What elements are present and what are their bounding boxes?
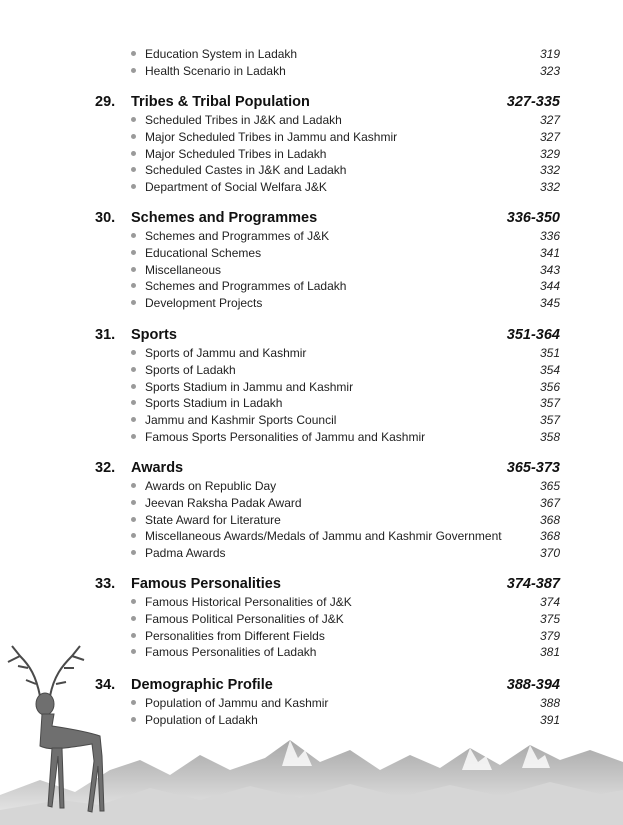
toc-entry <box>0 395 623 412</box>
bullet-icon <box>131 400 136 405</box>
toc-entry <box>0 495 623 512</box>
chapter-heading <box>0 208 623 228</box>
toc-entry <box>0 278 623 295</box>
toc-entry <box>0 345 623 362</box>
entry-title: Major Scheduled Tribes in Jammu and Kashmir <box>145 129 398 144</box>
bullet-icon <box>131 167 136 172</box>
entry-title: Education System in Ladakh <box>145 47 298 61</box>
entry-page-number: 367 <box>539 495 560 510</box>
bullet-icon <box>131 417 136 422</box>
toc-entry <box>0 262 623 279</box>
entry-title: Sports Stadium in Jammu and Kashmir <box>145 379 354 394</box>
entry-title: Jeevan Raksha Padak Award <box>145 495 302 510</box>
entry-page-number: 341 <box>539 245 560 260</box>
toc-entry <box>0 429 623 446</box>
entry-page-number: 332 <box>539 180 560 195</box>
entry-title: Schemes and Programmes of Ladakh <box>145 279 347 294</box>
toc-entry <box>0 245 623 262</box>
entry-title: Sports Stadium in Ladakh <box>145 396 283 411</box>
toc-entry <box>0 545 623 562</box>
toc-entry <box>0 512 623 529</box>
entry-title: Famous Political Personalities of J&K <box>145 611 344 626</box>
entry-page-number: 388 <box>539 696 560 710</box>
bullet-icon <box>131 483 136 488</box>
chapter-title: Sports <box>131 327 177 343</box>
entry-page-number: 365 <box>539 479 560 493</box>
entry-page-number: 358 <box>539 430 560 444</box>
toc-entry <box>0 228 623 245</box>
chapter-page-range: 374-387 <box>506 576 560 592</box>
bullet-icon <box>131 550 136 555</box>
entry-title: Sports of Ladakh <box>145 362 236 377</box>
entry-title: Miscellaneous Awards/Medals of Jammu and Kashmir Government <box>145 529 502 544</box>
bullet-icon <box>131 250 136 255</box>
entry-title: Educational Schemes <box>145 245 262 260</box>
chapter-page-range: 365-373 <box>506 460 560 476</box>
stag-illustration <box>0 636 120 825</box>
toc-entry <box>0 162 623 179</box>
bullet-icon <box>131 350 136 355</box>
entry-title: Personalities from Different Fields <box>145 628 325 643</box>
entry-title: Awards on Republic Day <box>145 479 277 493</box>
bullet-icon <box>131 134 136 139</box>
entry-title: Scheduled Tribes in J&K and Ladakh <box>145 113 342 127</box>
bullet-icon <box>131 517 136 522</box>
chapter-heading <box>0 574 623 594</box>
chapter-title: Tribes & Tribal Population <box>131 94 310 110</box>
toc-entry <box>0 46 623 63</box>
bullet-icon <box>131 649 136 654</box>
entry-page-number: 368 <box>539 512 560 527</box>
entry-page-number: 343 <box>539 262 560 277</box>
entry-page-number: 381 <box>539 645 560 660</box>
toc-entry <box>0 528 623 545</box>
bullet-icon <box>131 267 136 272</box>
entry-page-number: 319 <box>539 47 560 61</box>
toc-entry <box>0 412 623 429</box>
toc-entry <box>0 63 623 80</box>
chapter-number: 30. <box>95 210 116 226</box>
chapter-heading <box>0 458 623 478</box>
entry-title: Population of Ladakh <box>145 712 258 727</box>
chapter-title: Demographic Profile <box>131 677 273 693</box>
bullet-icon <box>131 434 136 439</box>
bullet-icon <box>131 51 136 56</box>
entry-page-number: 374 <box>539 595 560 609</box>
toc-entry <box>0 379 623 396</box>
entry-page-number: 356 <box>539 379 560 394</box>
toc-entry <box>0 478 623 495</box>
entry-title: Major Scheduled Tribes in Ladakh <box>145 146 327 161</box>
toc-entry <box>0 611 623 628</box>
bullet-icon <box>131 367 136 372</box>
bullet-icon <box>131 500 136 505</box>
bullet-icon <box>131 283 136 288</box>
entry-title: Miscellaneous <box>145 262 222 277</box>
entry-title: Sports of Jammu and Kashmir <box>145 346 307 360</box>
toc-entry <box>0 362 623 379</box>
entry-page-number: 375 <box>539 611 560 626</box>
entry-page-number: 351 <box>539 346 560 360</box>
chapter-page-range: 336-350 <box>506 210 560 226</box>
bullet-icon <box>131 599 136 604</box>
chapter-page-range: 388-394 <box>506 677 560 693</box>
toc-entry <box>0 146 623 163</box>
bullet-icon <box>131 233 136 238</box>
entry-page-number: 391 <box>539 712 560 727</box>
entry-page-number: 357 <box>539 396 560 411</box>
chapter-title: Famous Personalities <box>131 576 281 592</box>
entry-page-number: 329 <box>539 146 560 161</box>
entry-title: Department of Social Welfara J&K <box>145 180 327 195</box>
chapter-title: Awards <box>131 460 184 476</box>
bullet-icon <box>131 184 136 189</box>
entry-page-number: 379 <box>539 628 560 643</box>
bullet-icon <box>131 300 136 305</box>
entry-title: Development Projects <box>145 296 263 311</box>
bullet-icon <box>131 533 136 538</box>
chapter-page-range: 327-335 <box>506 94 560 110</box>
entry-page-number: 336 <box>539 229 560 243</box>
entry-title: Padma Awards <box>145 546 226 561</box>
bullet-icon <box>131 616 136 621</box>
toc-entry <box>0 179 623 196</box>
bullet-icon <box>131 384 136 389</box>
chapter-title: Schemes and Programmes <box>131 210 318 226</box>
chapter-number: 29. <box>95 94 116 110</box>
entry-page-number: 344 <box>539 279 560 294</box>
chapter-number: 32. <box>95 460 116 476</box>
entry-page-number: 368 <box>539 529 560 544</box>
bullet-icon <box>131 151 136 156</box>
toc-entry <box>0 594 623 611</box>
chapter-heading <box>0 325 623 345</box>
entry-page-number: 323 <box>539 63 560 78</box>
chapter-page-range: 351-364 <box>506 327 560 343</box>
entry-title: Scheduled Castes in J&K and Ladakh <box>145 163 347 178</box>
toc-entry <box>0 295 623 312</box>
entry-page-number: 327 <box>539 129 560 144</box>
entry-title: Health Scenario in Ladakh <box>145 63 286 78</box>
chapter-number: 34. <box>95 677 116 693</box>
entry-page-number: 332 <box>539 163 560 178</box>
entry-title: Famous Personalities of Ladakh <box>145 645 317 660</box>
toc-entry <box>0 112 623 129</box>
entry-title: Famous Historical Personalities of J&K <box>145 595 352 609</box>
entry-title: Jammu and Kashmir Sports Council <box>145 413 337 428</box>
entry-title: Famous Sports Personalities of Jammu and Kashmir <box>145 430 426 444</box>
entry-page-number: 370 <box>539 546 560 561</box>
entry-page-number: 354 <box>539 362 560 377</box>
entry-title: State Award for Literature <box>145 512 281 527</box>
entry-page-number: 327 <box>539 113 560 127</box>
entry-title: Population of Jammu and Kashmir <box>145 696 329 710</box>
bullet-icon <box>131 117 136 122</box>
chapter-heading <box>0 92 623 112</box>
bullet-icon <box>131 68 136 73</box>
chapter-number: 31. <box>95 327 116 343</box>
chapter-number: 33. <box>95 576 116 592</box>
bullet-icon <box>131 633 136 638</box>
entry-page-number: 357 <box>539 413 560 428</box>
entry-title: Schemes and Programmes of J&K <box>145 229 330 243</box>
toc-entry <box>0 129 623 146</box>
entry-page-number: 345 <box>539 296 560 311</box>
